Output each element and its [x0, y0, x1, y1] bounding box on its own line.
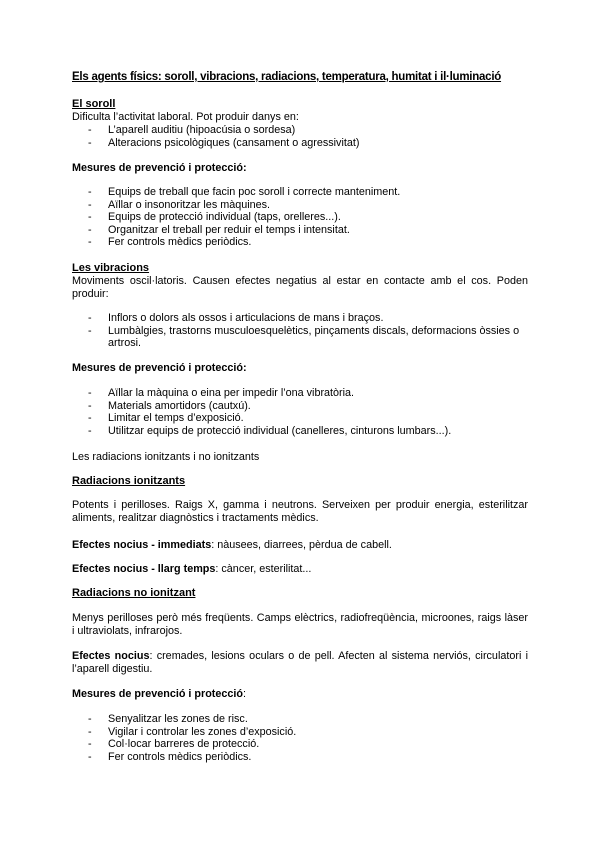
ionitzants-text: Potents i perilloses. Raigs X, gamma i neutrons. Serveixen per produir energia, esterilitzar aliments, realitzar diagnòstics i tractaments mèdics.: [72, 499, 528, 524]
list-item: - Aïllar o insonoritzar les màquines.: [72, 199, 528, 212]
soroll-heading: El soroll: [72, 98, 116, 110]
radiacions-intro: Les radiacions ionitzants i no ionitzants: [72, 451, 260, 463]
list-item: - Aïllar la màquina o eina per impedir l’ona vibratòria.: [72, 387, 528, 400]
list-item: - Col·locar barreres de protecció.: [72, 738, 528, 751]
list-item: - Lumbàlgies, trastorns musculoesquelètics, pinçaments discals, deformacions òssies o artrosi.: [72, 325, 528, 350]
list-item: - Fer controls mèdics periòdics.: [72, 236, 528, 249]
vibracions-mesures-heading: Mesures de prevenció i protecció:: [72, 362, 247, 374]
list-item: - Organitzar el treball per reduir el temps i intensitat.: [72, 224, 528, 237]
mesures-colon: :: [243, 688, 247, 700]
vibracions-intro: Moviments oscil·latoris. Causen efectes negatius al estar en contacte amb el cos. Poden produir:: [72, 275, 528, 300]
no-ionitzants-mesures-list: [72, 713, 528, 763]
list-item: - L’aparell auditiu (hipoacúsia o sordesa): [72, 124, 528, 137]
list-item: - Inflors o dolors als ossos i articulacions de mans i braços.: [72, 312, 528, 325]
no-ionitzants-text: Menys perilloses però més freqüents. Camps elèctrics, radiofreqüència, microones, raigs làser i ultraviolats, infrarojos.: [72, 612, 528, 637]
list-item: - Utilitzar equips de protecció individual (canelleres, cinturons lumbars...).: [72, 425, 528, 438]
document-title: Els agents físics: soroll, vibracions, radiacions, temperatura, humitat i il·luminació: [72, 71, 502, 83]
list-item: - Alteracions psicològiques (cansament o agressivitat): [72, 137, 528, 150]
list-item: - Materials amortidors (cautxú).: [72, 400, 528, 413]
list-item: - Fer controls mèdics periòdics.: [72, 751, 528, 764]
immediats-label: Efectes nocius - immediats: [72, 539, 212, 551]
ionitzants-heading: Radiacions ionitzants: [72, 475, 186, 487]
no-ionitzants-mesures-heading: Mesures de prevenció i protecció: [72, 688, 244, 700]
soroll-intro: Dificulta l’activitat laboral. Pot produir danys en:: [72, 111, 299, 123]
efectes-text: : cremades, lesions oculars o de pell. Afecten al sistema nerviós, circulatori i l’aparell digestiu.: [72, 650, 528, 675]
llarg-label: Efectes nocius - llarg temps: [72, 563, 216, 575]
list-item: - Equips de protecció individual (taps, orelleres...).: [72, 211, 528, 224]
ionitzants-immediats: [72, 539, 528, 552]
soroll-danys-list: [72, 124, 528, 149]
efectes-label: Efectes nocius: [72, 650, 150, 662]
vibracions-mesures-list: [72, 387, 528, 437]
llarg-text: : càncer, esterilitat...: [215, 563, 312, 575]
list-item: - Equips de treball que facin poc soroll i correcte manteniment.: [72, 186, 528, 199]
vibracions-efectes-list: [72, 312, 528, 350]
vibracions-section: [72, 262, 528, 301]
soroll-mesures-list: [72, 186, 528, 249]
list-item: - Vigilar i controlar les zones d’exposició.: [72, 726, 528, 739]
immediats-text: : nàusees, diarrees, pèrdua de cabell.: [211, 539, 392, 551]
ionitzants-llarg: [72, 563, 528, 576]
no-ionitzants-heading: Radiacions no ionitzant: [72, 587, 196, 599]
soroll-section: [72, 98, 528, 149]
list-item: - Senyalitzar les zones de risc.: [72, 713, 528, 726]
soroll-mesures-heading: Mesures de prevenció i protecció:: [72, 162, 247, 174]
list-item: - Limitar el temps d’exposició.: [72, 412, 528, 425]
vibracions-heading: Les vibracions: [72, 262, 150, 274]
no-ionitzants-mesures-title: [72, 688, 528, 701]
no-ionitzants-efectes: [72, 650, 528, 676]
